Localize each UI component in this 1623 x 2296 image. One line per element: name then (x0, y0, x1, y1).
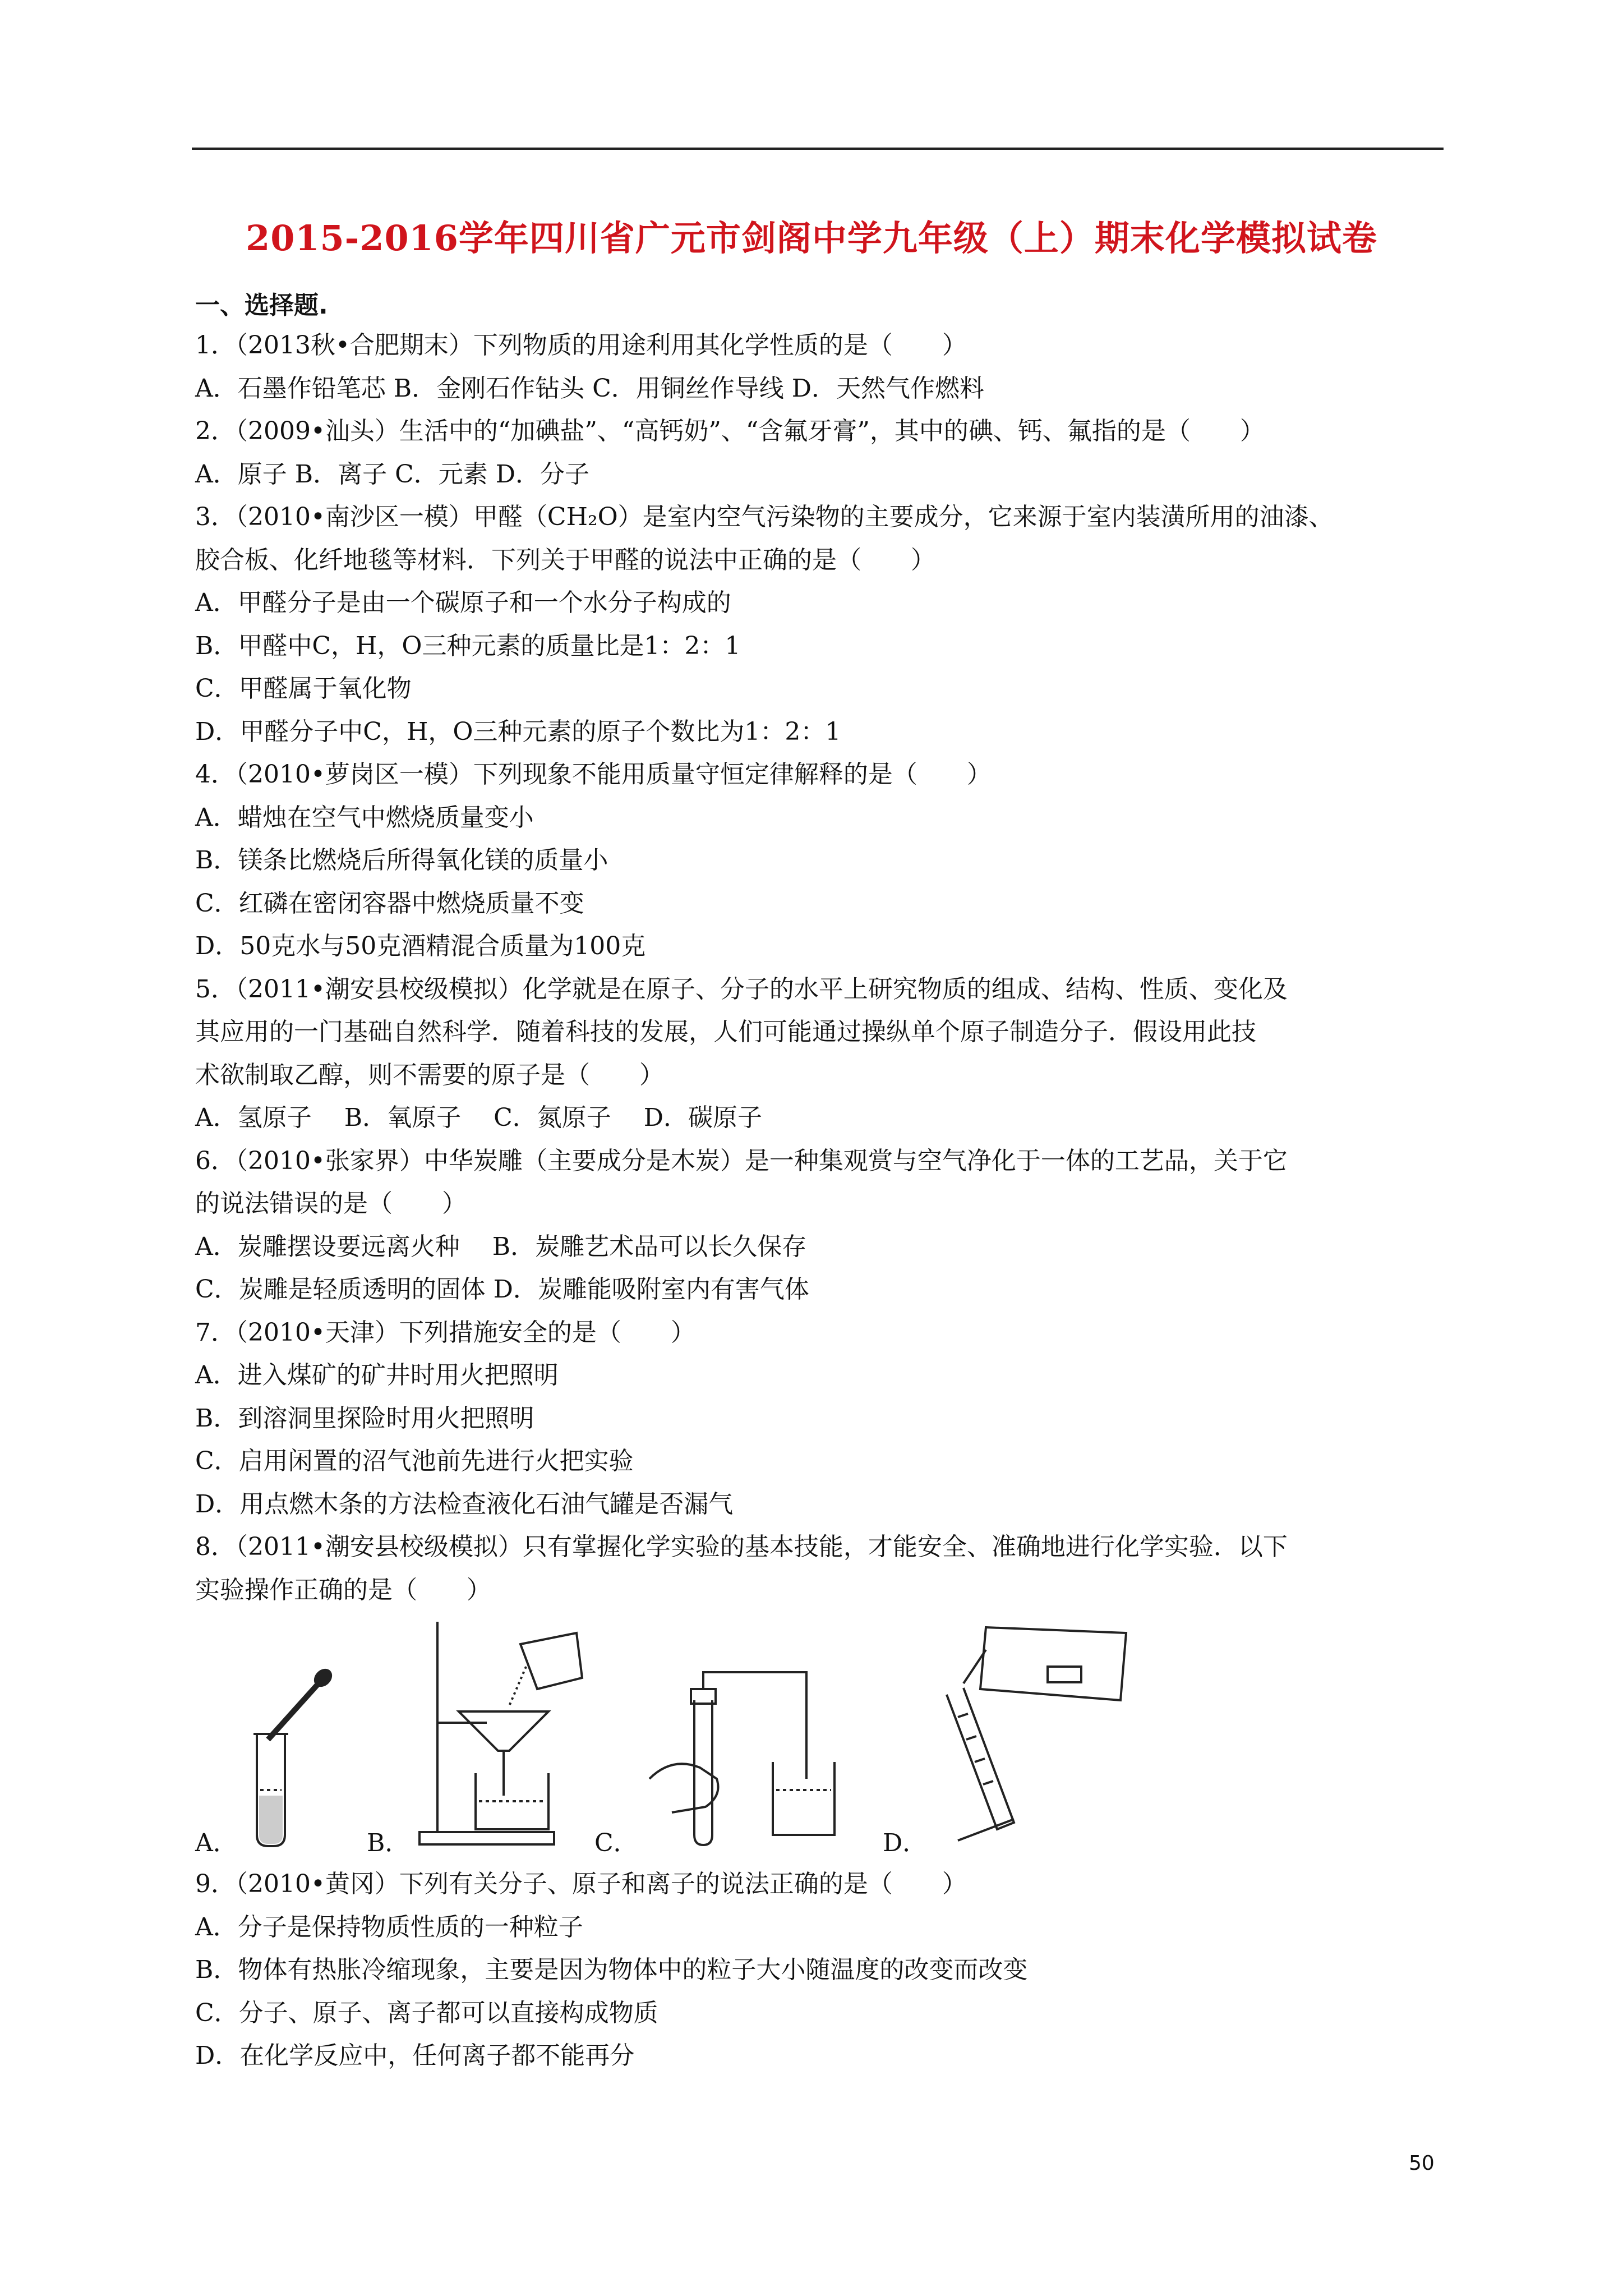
dropper-test-tube-figure (234, 1650, 335, 1852)
page-title: 2015-2016学年四川省广元市剑阁中学九年级（上）期末化学模拟试卷 (246, 218, 1377, 259)
text-line: 术欲制取乙醇，则不需要的原子是（ ） (195, 1060, 664, 1089)
question-9 (195, 1863, 1446, 2078)
text-line: 2．（2009•汕头）生活中的“加碘盐”、“高钙奶”、“含氟牙膏”，其中的碘、钙、氟指的是（ ） (195, 417, 1265, 445)
text-line: 6．（2010•张家界）中华炭雕（主要成分是木炭）是一种集观赏与空气净化于一体的工艺品，关于它 (195, 1146, 1288, 1175)
text-line: 4．（2010•萝岗区一模）下列现象不能用质量守恒定律解释的是（ ） (195, 760, 992, 789)
text-line: B．到溶洞里探险时用火把照明 (195, 1404, 534, 1433)
text-line: 其应用的一门基础自然科学．随着科技的发展，人们可能通过操纵单个原子制造分子．假设用此技 (195, 1018, 1256, 1046)
text-line: B．镁条比燃烧后所得氧化镁的质量小 (195, 846, 608, 875)
text-line: D．甲醛分子中C，H，O三种元素的原子个数比为1：2：1 (195, 717, 841, 746)
text-line: C．红磷在密闭容器中燃烧质量不变 (195, 889, 584, 918)
graduated-cylinder-figure (902, 1616, 1137, 1852)
text-line: C．甲醛属于氧化物 (195, 674, 412, 703)
text-line: 9．（2010•黄冈）下列有关分子、原子和离子的说法正确的是（ ） (195, 1870, 967, 1898)
text-line: 5．（2011•潮安县校级模拟）化学就是在原子、分子的水平上研究物质的组成、结构、性质、变化及 (195, 974, 1288, 1004)
text-line: A．炭雕摆设要远离火种 B．炭雕艺术品可以长久保存 (195, 1232, 807, 1261)
text-line: D．50克水与50克酒精混合质量为100克 (195, 932, 646, 960)
text-line: B．物体有热胀冷缩现象，主要是因为物体中的粒子大小随温度的改变而改变 (195, 1955, 1028, 1984)
question-content (195, 324, 1446, 2078)
text-line: 的说法错误的是（ ） (195, 1189, 467, 1218)
text-line: C．炭雕是轻质透明的固体 D．炭雕能吸附室内有害气体 (195, 1275, 809, 1304)
text-line: A．原子 B．离子 C．元素 D．分子 (195, 459, 590, 489)
text-line: A．石墨作铅笔芯 B．金刚石作钻头 C．用铜丝作导线 D．天然气作燃料 (195, 374, 985, 403)
text-line: D．用点燃木条的方法检查液化石油气罐是否漏气 (195, 1489, 734, 1519)
text-line: A．氢原子 B．氧原子 C．氮原子 D．碳原子 (195, 1103, 763, 1132)
figure-label-a: A． (195, 1829, 238, 1857)
page-number: 50 (1409, 2152, 1435, 2175)
text-line: D．在化学反应中，任何离子都不能再分 (195, 2041, 635, 2070)
filtration-figure (408, 1611, 593, 1852)
text-line: A．甲醛分子是由一个碳原子和一个水分子构成的 (195, 588, 731, 617)
text-line: C．启用闲置的沼气池前先进行火把实验 (195, 1447, 634, 1475)
text-line: A．分子是保持物质性质的一种粒子 (195, 1912, 583, 1941)
header-rule (192, 148, 1444, 150)
questions-1-8 (195, 324, 1446, 1612)
section-heading: 一、选择题. (195, 291, 328, 320)
text-line: 8．（2011•潮安县校级模拟）只有掌握化学实验的基本技能，才能安全、准确地进行化学实验．以下 (195, 1533, 1288, 1561)
figure-label-d: D． (883, 1829, 928, 1857)
figure-label-b: B． (367, 1829, 410, 1857)
text-line: 胶合板、化纤地毯等材料．下列关于甲醛的说法中正确的是（ ） (195, 545, 935, 574)
text-line: A．蜡烛在空气中燃烧质量变小 (195, 803, 534, 832)
airtightness-check-figure (638, 1667, 863, 1852)
question-8-figures (195, 1612, 1446, 1863)
text-line: 3．（2010•南沙区一模）甲醛（CH₂O）是室内空气污染物的主要成分，它来源于室内装潢所用的油漆、 (195, 503, 1334, 531)
text-line: 实验操作正确的是（ ） (195, 1575, 491, 1604)
text-line: C．分子、原子、离子都可以直接构成物质 (195, 1998, 658, 2027)
text-line: B．甲醛中C，H，O三种元素的质量比是1：2：1 (195, 631, 741, 660)
text-line: 1．（2013秋•合肥期末）下列物质的用途利用其化学性质的是（ ） (195, 331, 967, 360)
figure-label-c: C． (594, 1829, 638, 1857)
text-line: 7．（2010•天津）下列措施安全的是（ ） (195, 1318, 695, 1347)
text-line: A．进入煤矿的矿井时用火把照明 (195, 1361, 559, 1389)
